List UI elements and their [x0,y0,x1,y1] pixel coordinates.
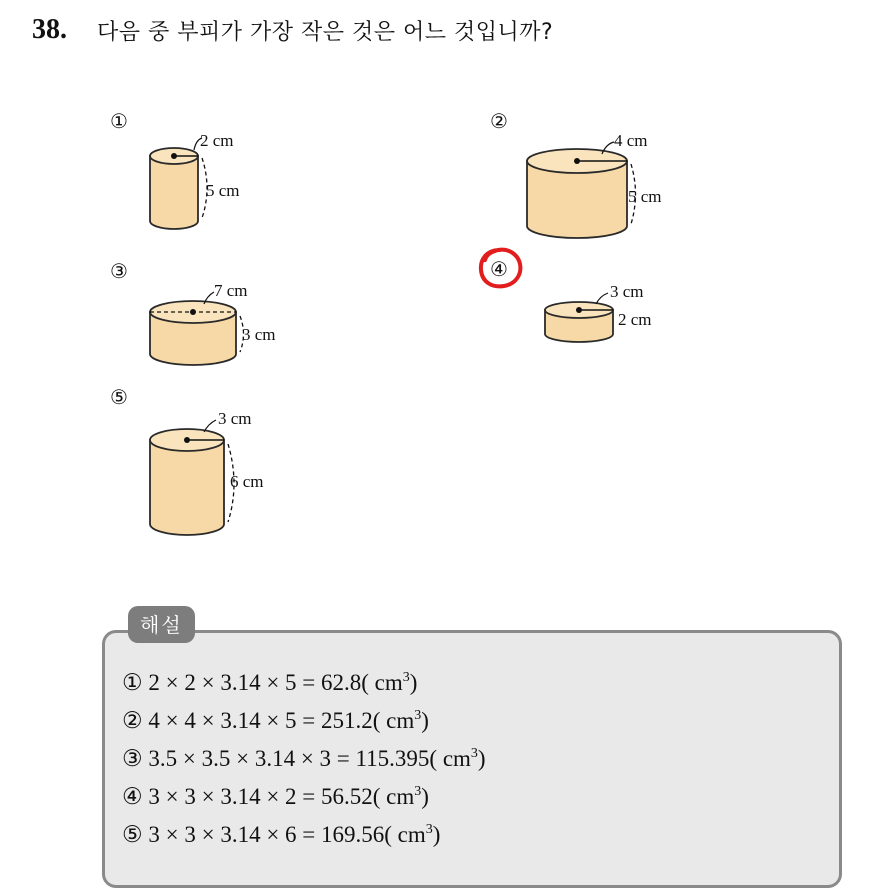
solution-line-3-marker: ③ [122,746,143,771]
option-1-height-label: 5 cm [206,181,240,200]
option-1-marker: ① [110,109,128,133]
solution-line-1-exponent: 3 [402,670,410,685]
cylinder-4 [545,293,613,342]
solution-line-5-marker: ⑤ [122,822,143,847]
solution-line-2-marker: ② [122,708,143,733]
solution-line-4-close: ) [421,784,429,809]
solution-line-3 [122,740,486,778]
solution-line-4-exponent: 3 [414,784,422,799]
solution-line-2-close: ) [421,708,429,733]
solution-line-2-expression: 4 × 4 × 3.14 × 5 = 251.2( cm [148,708,415,733]
cylinder-5 [150,420,234,535]
option-5-radius-label: 3 cm [218,409,252,428]
question-text: 다음 중 부피가 가장 작은 것은 어느 것입니까? [97,19,554,45]
option-5-figure[interactable] [108,384,308,548]
option-4-height-label: 2 cm [618,310,652,329]
option-3-height-label: 3 cm [242,325,276,344]
solution-line-5-close: ) [432,822,441,847]
question-number: 38. [32,14,67,45]
solution-line-2-exponent: 3 [414,708,422,723]
option-3-diameter-label: 7 cm [214,281,248,300]
option-2-radius-label: 4 cm [614,131,648,150]
solution-line-1 [122,664,486,702]
solution-line-3-exponent: 3 [470,746,478,761]
option-1-figure[interactable] [108,106,268,240]
option-2-height-label: 5 cm [628,187,662,206]
cylinder-1 [150,138,207,229]
option-4-figure[interactable] [478,246,678,360]
solution-line-5-expression: 3 × 3 × 3.14 × 6 = 169.56( cm [148,822,426,847]
option-3-marker: ③ [110,259,128,283]
solution-line-4-marker: ④ [122,784,143,809]
option-2-marker: ② [490,109,508,133]
option-1-radius-label: 2 cm [200,131,234,150]
cylinder-2 [527,142,636,238]
solution-line-2 [122,702,486,740]
question-header [32,10,553,50]
solution-line-4-expression: 3 × 3 × 3.14 × 2 = 56.52( cm [148,784,415,809]
solution-line-3-expression: 3.5 × 3.5 × 3.14 × 3 = 115.395( cm [148,746,471,771]
option-4-marker: ④ [490,257,508,281]
solution-line-1-marker: ① [122,670,143,695]
solution-lines [122,664,486,854]
solution-line-3-close: ) [477,746,486,771]
solution-title: 해설 [128,606,195,643]
option-2-figure[interactable] [488,106,688,250]
cylinder-3 [150,292,244,365]
option-3-figure[interactable] [108,256,308,380]
option-5-marker: ⑤ [110,385,128,409]
solution-line-5-exponent: 3 [425,822,433,837]
solution-line-1-expression: 2 × 2 × 3.14 × 5 = 62.8( cm [148,670,403,695]
option-4-radius-label: 3 cm [610,282,644,301]
solution-line-1-close: ) [409,670,418,695]
option-5-height-label: 6 cm [230,472,264,491]
solution-line-4 [122,778,486,816]
solution-line-5 [122,816,486,854]
